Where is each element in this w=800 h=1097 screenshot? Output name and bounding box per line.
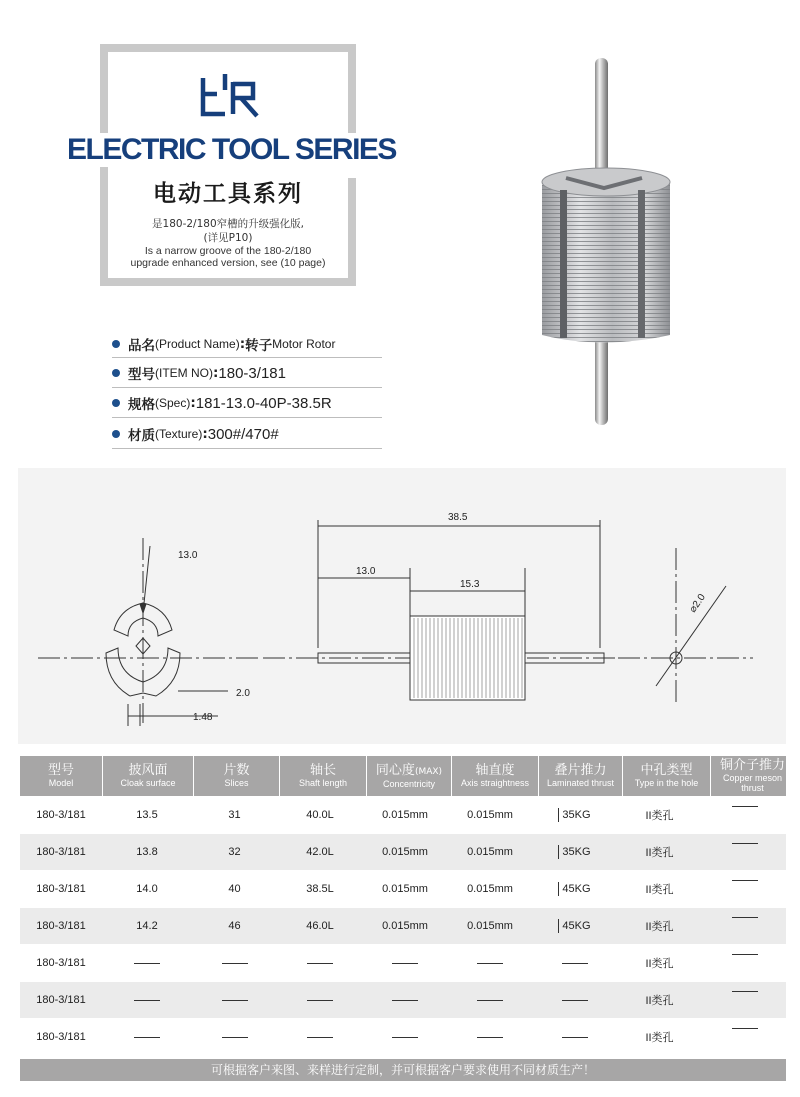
bullet-icon bbox=[112, 399, 120, 407]
cell-hole bbox=[616, 797, 703, 833]
empty-dash bbox=[477, 1000, 503, 1001]
empty-dash bbox=[562, 963, 588, 964]
spec-texture bbox=[112, 421, 412, 447]
hole-value: II类孔 bbox=[645, 810, 674, 822]
cell-shaft bbox=[277, 1019, 363, 1055]
shaft-value: 38.5L bbox=[306, 883, 334, 895]
empty-dash bbox=[562, 1037, 588, 1038]
axis-value: 0.015mm bbox=[467, 883, 513, 895]
empty-dash bbox=[222, 1000, 248, 1001]
table-row bbox=[20, 834, 786, 870]
empty-dash bbox=[732, 1028, 758, 1029]
cell-conc bbox=[363, 1019, 447, 1055]
empty-dash bbox=[732, 843, 758, 844]
cell-conc bbox=[363, 834, 447, 870]
col-copper: 铜介子推力 Copper meson thrust bbox=[719, 758, 785, 793]
empty-dash bbox=[562, 1000, 588, 1001]
empty-dash bbox=[307, 963, 333, 964]
cell-slices bbox=[192, 908, 277, 944]
thrust-value: 45KG bbox=[562, 920, 591, 932]
cell-shaft bbox=[277, 982, 363, 1018]
thrust-value: 45KG bbox=[562, 883, 591, 895]
spec-key-en: (ITEM NO) bbox=[155, 366, 213, 380]
col-slices: 片数 Slices bbox=[194, 756, 280, 796]
rotor-product-image bbox=[520, 50, 710, 440]
spec-key-cn: 规格 bbox=[128, 397, 155, 413]
cell-conc bbox=[363, 797, 447, 833]
thrust-value: 35KG bbox=[562, 809, 591, 821]
cell-cloak bbox=[102, 945, 192, 981]
col-cloak: 披风面 Cloak surface bbox=[103, 756, 194, 796]
cell-hole bbox=[616, 945, 703, 981]
cell-axis bbox=[447, 908, 533, 944]
cell-model bbox=[20, 797, 102, 833]
cell-hole bbox=[616, 982, 703, 1018]
header-frame-bottom bbox=[100, 278, 356, 286]
technical-drawing bbox=[18, 468, 786, 744]
table-row bbox=[20, 982, 786, 1018]
cell-hole bbox=[616, 1019, 703, 1055]
empty-dash bbox=[732, 806, 758, 807]
spec-item-no bbox=[112, 360, 412, 386]
hole-value: II类孔 bbox=[645, 884, 674, 896]
cell-model bbox=[20, 871, 102, 907]
spec-value-en: Motor Rotor bbox=[272, 337, 336, 351]
dim-13-mid: 13.0 bbox=[356, 566, 376, 577]
cell-hole bbox=[616, 908, 703, 944]
spec-spec bbox=[112, 390, 412, 416]
empty-dash bbox=[134, 1000, 160, 1001]
cell-thrust bbox=[533, 908, 616, 944]
conc-value: 0.015mm bbox=[382, 809, 428, 821]
thrust-value: 35KG bbox=[562, 846, 591, 858]
spec-separator: : bbox=[239, 336, 246, 352]
col-model: 型号 Model bbox=[20, 756, 103, 796]
cell-cloak bbox=[102, 908, 192, 944]
cell-slices bbox=[192, 871, 277, 907]
model-value: 180-3/181 bbox=[36, 1031, 86, 1043]
spec-value: 300#/470# bbox=[207, 425, 279, 443]
slices-value: 40 bbox=[228, 883, 241, 895]
divider bbox=[112, 357, 382, 358]
divider bbox=[112, 448, 382, 449]
col-hole: 中孔类型 Type in the hole bbox=[623, 756, 711, 796]
cell-thrust bbox=[533, 1019, 616, 1055]
empty-dash bbox=[222, 963, 248, 964]
spec-key-cn: 品名 bbox=[128, 338, 155, 354]
table-row bbox=[20, 1019, 786, 1055]
model-value: 180-3/181 bbox=[36, 809, 86, 821]
col-axis: 轴直度 Axis straightness bbox=[452, 756, 539, 796]
dim-385: 38.5 bbox=[448, 512, 468, 523]
description-cn-line2: (详见P10) bbox=[203, 232, 253, 244]
cell-axis bbox=[447, 797, 533, 833]
dim-153: 15.3 bbox=[460, 579, 480, 590]
hole-value: II类孔 bbox=[645, 1032, 674, 1044]
cell-hole bbox=[616, 834, 703, 870]
spec-key-en: (Spec) bbox=[155, 396, 191, 410]
cell-conc bbox=[363, 908, 447, 944]
cell-axis bbox=[447, 1019, 533, 1055]
cell-model bbox=[20, 908, 102, 944]
empty-dash bbox=[732, 880, 758, 881]
empty-dash bbox=[222, 1037, 248, 1038]
cell-copper bbox=[703, 834, 786, 870]
col-thrust: 叠片推力 Laminated thrust bbox=[539, 756, 623, 796]
conc-value: 0.015mm bbox=[382, 883, 428, 895]
cell-copper bbox=[703, 1019, 786, 1055]
conc-value: 0.015mm bbox=[382, 846, 428, 858]
shaft-value: 40.0L bbox=[306, 809, 334, 821]
cell-slices bbox=[192, 1019, 277, 1055]
model-value: 180-3/181 bbox=[36, 994, 86, 1006]
axis-value: 0.015mm bbox=[467, 809, 513, 821]
thrust-arrow-icon bbox=[558, 882, 559, 896]
spec-separator: : bbox=[202, 426, 208, 442]
cell-hole bbox=[616, 871, 703, 907]
cell-conc bbox=[363, 871, 447, 907]
axis-value: 0.015mm bbox=[467, 846, 513, 858]
empty-dash bbox=[732, 917, 758, 918]
axis-value: 0.015mm bbox=[467, 920, 513, 932]
bullet-icon bbox=[112, 430, 120, 438]
cell-cloak bbox=[102, 982, 192, 1018]
cell-copper bbox=[703, 871, 786, 907]
cell-model bbox=[20, 982, 102, 1018]
footer-note: 可根据客户来图、来样进行定制，并可根据客户要求使用不同材质生产！ bbox=[20, 1059, 786, 1081]
spec-table-header bbox=[20, 756, 786, 796]
description-cn-line1: 是180-2/180窄槽的升级强化版, bbox=[152, 218, 304, 230]
model-value: 180-3/181 bbox=[36, 920, 86, 932]
empty-dash bbox=[732, 954, 758, 955]
hole-value: II类孔 bbox=[645, 958, 674, 970]
dim-2-left: 2.0 bbox=[236, 688, 250, 699]
table-row bbox=[20, 908, 786, 944]
bullet-icon bbox=[112, 340, 120, 348]
empty-dash bbox=[392, 963, 418, 964]
empty-dash bbox=[477, 963, 503, 964]
empty-dash bbox=[477, 1037, 503, 1038]
spec-key-cn: 型号 bbox=[128, 367, 155, 383]
cell-shaft bbox=[277, 797, 363, 833]
cell-conc bbox=[363, 982, 447, 1018]
cell-model bbox=[20, 945, 102, 981]
cell-slices bbox=[192, 797, 277, 833]
hole-value: II类孔 bbox=[645, 995, 674, 1007]
cell-axis bbox=[447, 982, 533, 1018]
shaft-value: 42.0L bbox=[306, 846, 334, 858]
cell-copper bbox=[703, 797, 786, 833]
bullet-icon bbox=[112, 369, 120, 377]
empty-dash bbox=[732, 991, 758, 992]
cell-shaft bbox=[277, 834, 363, 870]
slices-value: 32 bbox=[228, 846, 241, 858]
cell-shaft bbox=[277, 871, 363, 907]
cell-axis bbox=[447, 871, 533, 907]
thrust-arrow-icon bbox=[558, 808, 559, 822]
series-title-en: ELECTRIC TOOL SERIES bbox=[63, 133, 411, 167]
thrust-arrow-icon bbox=[558, 845, 559, 859]
slices-value: 31 bbox=[228, 809, 241, 821]
hole-value: II类孔 bbox=[645, 921, 674, 933]
cell-thrust bbox=[533, 834, 616, 870]
spec-key-en: (Product Name) bbox=[155, 337, 240, 351]
cell-thrust bbox=[533, 982, 616, 1018]
header-frame-top bbox=[100, 44, 356, 52]
thrust-arrow-icon bbox=[558, 919, 559, 933]
table-row bbox=[20, 871, 786, 907]
cell-thrust bbox=[533, 871, 616, 907]
slices-value: 46 bbox=[228, 920, 241, 932]
cell-axis bbox=[447, 834, 533, 870]
cloak-value: 13.8 bbox=[136, 846, 158, 858]
cell-axis bbox=[447, 945, 533, 981]
model-value: 180-3/181 bbox=[36, 957, 86, 969]
table-row bbox=[20, 945, 786, 981]
conc-value: 0.015mm bbox=[382, 920, 428, 932]
hole-value: II类孔 bbox=[645, 847, 674, 859]
cell-cloak bbox=[102, 797, 192, 833]
cell-copper bbox=[703, 982, 786, 1018]
cell-cloak bbox=[102, 871, 192, 907]
dim-cloak-13: 13.0 bbox=[178, 550, 198, 561]
dim-diameter-2: ⌀2.0 bbox=[687, 592, 708, 615]
cell-shaft bbox=[277, 908, 363, 944]
cell-model bbox=[20, 1019, 102, 1055]
description-en-line1: Is a narrow groove of the 180-2/180 bbox=[144, 245, 312, 257]
brand-logo bbox=[195, 70, 265, 120]
cell-slices bbox=[192, 945, 277, 981]
divider bbox=[112, 417, 382, 418]
divider bbox=[112, 387, 382, 388]
col-concentricity: 同心度(MAX) Concentricity bbox=[367, 756, 452, 796]
cell-cloak bbox=[102, 1019, 192, 1055]
cell-copper bbox=[703, 908, 786, 944]
col-shaft: 轴长 Shaft length bbox=[280, 756, 367, 796]
spec-value-cn: 转子 bbox=[245, 338, 273, 354]
model-value: 180-3/181 bbox=[36, 883, 86, 895]
empty-dash bbox=[134, 963, 160, 964]
dim-148: 1.48 bbox=[193, 712, 213, 723]
header-frame-right bbox=[348, 44, 356, 136]
spec-separator: : bbox=[190, 395, 196, 411]
table-row bbox=[20, 797, 786, 833]
model-value: 180-3/181 bbox=[36, 846, 86, 858]
spec-value: 181-13.0-40P-38.5R bbox=[195, 394, 332, 412]
cloak-value: 14.0 bbox=[136, 883, 158, 895]
spec-value: 180-3/181 bbox=[218, 364, 286, 382]
spec-separator: : bbox=[213, 365, 219, 381]
empty-dash bbox=[307, 1000, 333, 1001]
cell-slices bbox=[192, 982, 277, 1018]
empty-dash bbox=[392, 1000, 418, 1001]
spec-product-name bbox=[112, 331, 412, 357]
cell-shaft bbox=[277, 945, 363, 981]
cell-copper bbox=[703, 945, 786, 981]
empty-dash bbox=[392, 1037, 418, 1038]
spec-key-cn: 材质 bbox=[128, 428, 155, 444]
cell-model bbox=[20, 834, 102, 870]
cell-cloak bbox=[102, 834, 192, 870]
cell-slices bbox=[192, 834, 277, 870]
cloak-value: 14.2 bbox=[136, 920, 158, 932]
cell-thrust bbox=[533, 797, 616, 833]
cloak-value: 13.5 bbox=[136, 809, 158, 821]
series-title-cn: 电动工具系列 bbox=[153, 181, 303, 207]
description-en-line2: upgrade enhanced version, see (10 page) bbox=[130, 257, 326, 269]
spec-key-en: (Texture) bbox=[155, 427, 203, 441]
shaft-value: 46.0L bbox=[306, 920, 334, 932]
cell-conc bbox=[363, 945, 447, 981]
empty-dash bbox=[134, 1037, 160, 1038]
empty-dash bbox=[307, 1037, 333, 1038]
cell-thrust bbox=[533, 945, 616, 981]
